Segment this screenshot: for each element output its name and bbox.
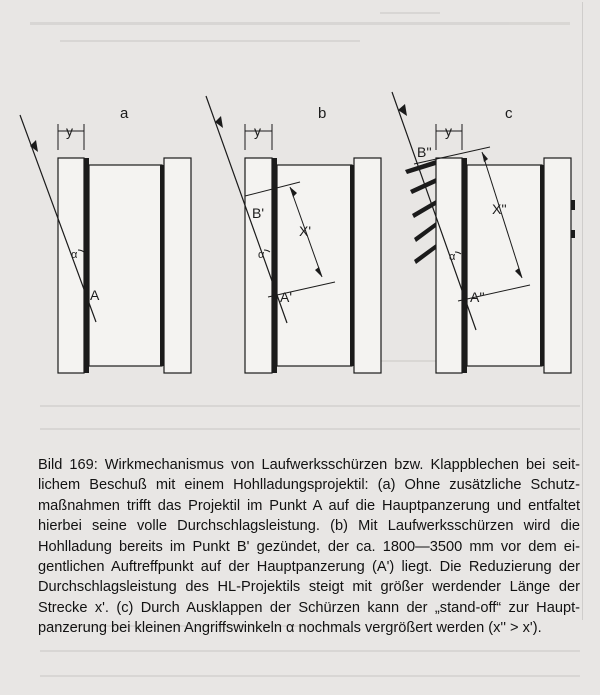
distance-label-b: X': [299, 223, 312, 239]
inner-hull-a: [89, 165, 162, 366]
main-armor-b: [272, 158, 277, 373]
caption-line: lichem Beschuß mit einem Hohlladungsprojektil: (a) Ohne zusätzliche Schutz-: [38, 477, 580, 494]
alpha-label-a: α: [71, 249, 78, 261]
point-a-label: A: [90, 287, 100, 303]
alpha-label-b: α: [258, 249, 265, 261]
inner-hull-b: [277, 165, 352, 366]
point-b-label-b: B': [252, 205, 265, 221]
caption-line: gentlichen Auftreffpunkt auf der Hauptpanzerung (A') liegt. Die Reduzierung der: [38, 559, 580, 576]
distance-label-c: X'': [492, 201, 507, 217]
caption-line: Bild 169: Wirkmechanismus von Laufwerksschürzen bzw. Klappblechen bei seit-: [38, 457, 580, 473]
panel-letter-a: a: [120, 105, 129, 122]
panel-c: [392, 92, 575, 373]
panel-a: [20, 105, 191, 373]
caption-line: Durchschlagsleistung des HL-Projektils steigt mit größer werdender Länge der: [38, 579, 580, 596]
panel-letter-c: c: [505, 105, 513, 122]
point-b-label-c: B'': [417, 144, 432, 160]
caption-line: panzerung bei kleinen Angriffswinkeln α nochmals vergrößert werden (x'' > x').: [38, 620, 542, 637]
panel-b: [206, 96, 381, 373]
arrow-head-a: [30, 140, 38, 152]
panel-letter-b: b: [318, 105, 327, 122]
y-label-a: y: [66, 123, 73, 139]
caption-line: Hohlladung bereits im Punkt B' gezündet, der ca. 1800—3500 mm vor dem ei-: [38, 538, 580, 555]
point-a-label-c: A'': [470, 289, 485, 305]
caption-line: Strecke x'. (c) Durch Ausklappen der Schürzen kann der „stand-off“ zur Haupt-: [38, 599, 580, 616]
caption-line: maßnahmen trifft das Projektil im Punkt A auf die Hauptpanzerung und entfaltet: [38, 497, 580, 514]
right-wall-c: [544, 158, 571, 373]
y-label-b: y: [254, 123, 261, 139]
right-wall-b: [354, 158, 381, 373]
caption-line: hierbei seine volle Durchschlagsleistung. (b) Mit Laufwerksschürzen wird die: [38, 518, 580, 535]
skirt-plate-c: [436, 158, 462, 373]
outer-plate-a: [58, 158, 84, 373]
point-a-label-b: A': [280, 289, 293, 305]
main-armor-c: [462, 158, 467, 373]
inner-hull-c: [467, 165, 542, 366]
alpha-label-c: α: [449, 251, 456, 263]
y-label-c: y: [445, 123, 452, 139]
folded-skirt-flaps: [405, 160, 436, 264]
right-wall-a: [164, 158, 191, 373]
figure-caption: [38, 455, 580, 639]
main-armor-a: [84, 158, 89, 373]
